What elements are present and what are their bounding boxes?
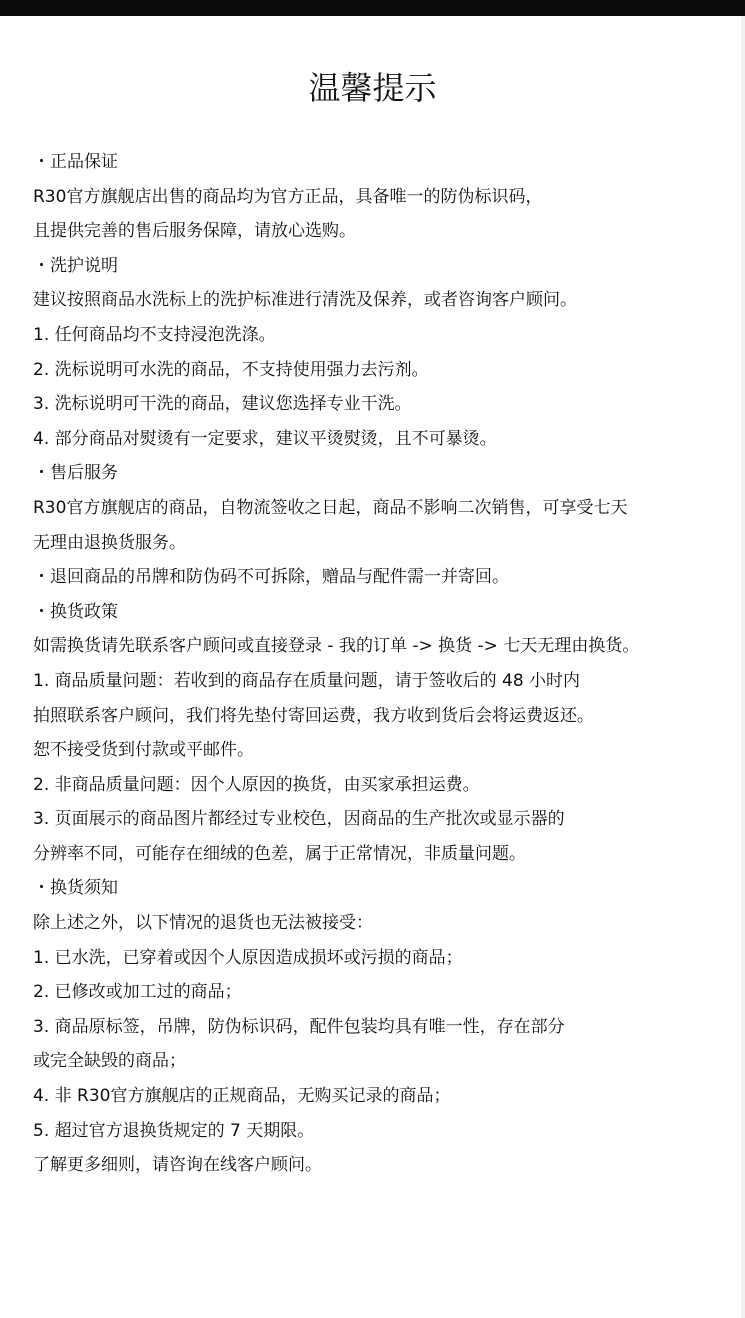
section-heading-authentic: ・正品保证 xyxy=(33,152,118,172)
list-item: 5. 超过官方退换货规定的 7 天期限。 xyxy=(33,1120,315,1141)
text-line: 恕不接受货到付款或平邮件。 xyxy=(33,740,254,761)
text-line: 建议按照商品水洗标上的洗护标准进行清洗及保养，或者咨询客户顾问。 xyxy=(33,290,577,311)
text-line: 分辨率不同，可能存在细绒的色差，属于正常情况，非质量问题。 xyxy=(33,843,526,864)
list-item: 1. 任何商品均不支持浸泡洗涤。 xyxy=(33,324,276,345)
text-line: 且提供完善的售后服务保障，请放心选购。 xyxy=(33,221,356,242)
section-heading-after-sales: ・售后服务 xyxy=(33,463,118,484)
list-item: 2. 洗标说明可水洗的商品，不支持使用强力去污剂。 xyxy=(33,359,429,380)
text-line: 或完全缺毁的商品； xyxy=(33,1051,186,1072)
text-line: 了解更多细则，请咨询在线客户顾问。 xyxy=(33,1155,322,1176)
notice-content xyxy=(33,145,733,1183)
text-line: 除上述之外，以下情况的退货也无法被接受： xyxy=(33,913,373,934)
section-heading-care: ・洗护说明 xyxy=(33,255,118,276)
list-item: 2. 已修改或加工过的商品； xyxy=(33,982,242,1003)
text-line: R30官方旗舰店的商品，自物流签收之日起，商品不影响二次销售，可享受七天 xyxy=(33,497,628,518)
list-item: 2. 非商品质量问题：因个人原因的换货，由买家承担运费。 xyxy=(33,774,480,795)
list-item: 1. 商品质量问题：若收到的商品存在质量问题，请于签收后的 48 小时内 xyxy=(33,670,581,691)
text-line: 如需换货请先联系客户顾问或直接登录 - 我的订单 -> 换货 -> 七天无理由换货。 xyxy=(33,636,640,657)
list-item: 4. 部分商品对熨烫有一定要求，建议平烫熨烫，且不可暴烫。 xyxy=(33,428,497,449)
scroll-edge xyxy=(741,16,745,1318)
text-line: 拍照联系客户顾问，我们将先垫付寄回运费，我方收到货后会将运费返还。 xyxy=(33,705,594,726)
section-heading-exchange-notes: ・换货须知 xyxy=(33,878,118,899)
page-title: 温馨提示 xyxy=(308,69,437,107)
list-item: 1. 已水洗，已穿着或因个人原因造成损坏或污损的商品； xyxy=(33,947,463,968)
section-heading-return-tags: ・退回商品的吊牌和防伪码不可拆除，赠品与配件需一并寄回。 xyxy=(33,567,509,588)
list-item: 3. 商品原标签，吊牌，防伪标识码，配件包装均具有唯一性，存在部分 xyxy=(33,1016,565,1037)
text-line: R30官方旗舰店出售的商品均为官方正品，具备唯一的防伪标识码， xyxy=(33,186,543,207)
list-item: 3. 页面展示的商品图片都经过专业校色，因商品的生产批次或显示器的 xyxy=(33,809,565,830)
section-heading-exchange-policy: ・换货政策 xyxy=(33,601,118,622)
text-line: 无理由退换货服务。 xyxy=(33,532,186,553)
list-item: 4. 非 R30官方旗舰店的正规商品，无购买记录的商品； xyxy=(33,1086,451,1107)
list-item: 3. 洗标说明可干洗的商品，建议您选择专业干洗。 xyxy=(33,394,412,415)
top-status-bar xyxy=(0,0,745,16)
